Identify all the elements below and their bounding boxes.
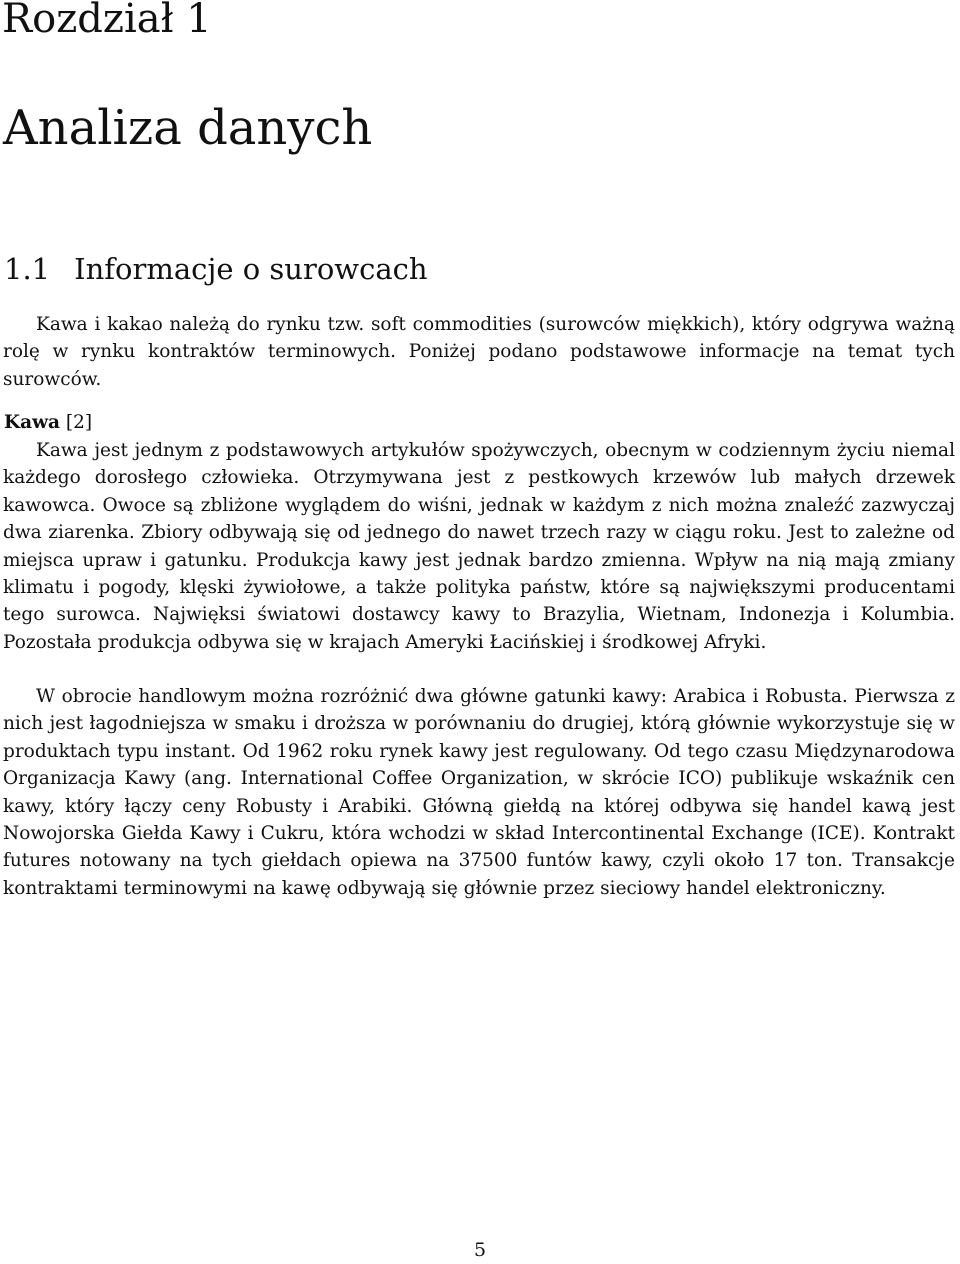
chapter-label: Rozdział 1 <box>2 0 212 42</box>
subsection-heading <box>4 409 92 436</box>
section-heading <box>4 250 428 288</box>
coffee-paragraph-2: W obrocie handlowym można rozróżnić dwa główne gatunki kawy: Arabica i Robusta. Pierwsza z nich jest łagodniejsza w smaku i droższa w porównaniu do drugiej, którą głównie wykorzystuje się w produktach typu instant. Od 1962 roku rynek kawy jest regulowany. Od tego czasu Międzynarodowa Organizacja Kawy (ang. International Coffee Organization, w skrócie ICO) publikuje wskaźnik cen kawy, który łączy ceny Robusty i Arabiki. Główną giełdą na której odbywa się handel kawą jest Nowojorska Giełda Kawy i Cukru, która wchodzi w skład Intercontinental Exchange (ICE). Kontrakt futures notowany na tych giełdach opiewa na 37500 funtów kawy, czyli około 17 ton. Transakcje kontraktami terminowymi na kawę odbywają się głównie przez sieciowy handel elektroniczny. <box>3 686 955 899</box>
chapter-title: Analiza danych <box>3 100 373 156</box>
citation-reference: [2] <box>65 412 93 433</box>
coffee-paragraph-1: Kawa jest jednym z podstawowych artykułów spożywczych, obecnym w codziennym życiu niemal każdego dorosłego człowieka. Otrzymywana jest z pestkowych krzewów lub małych drzewek kawowca. Owoce są zbliżone wyglądem do wiśni, jednak w każdym z nich można znaleźć zazwyczaj dwa ziarenka. Zbiory odbywają się od jednego do nawet trzech razy w ciągu roku. Jest to zależne od miejsca upraw i gatunku. Produkcja kawy jest jednak bardzo zmienna. Wpływ na nią mają zmiany klimatu i pogody, klęski żywiołowe, a także polityka państw, które są największymi producentami tego surowca. Najwięksi światowi dostawcy kawy to Brazylia, Wietnam, Indonezja i Kolumbia. Pozostała produkcja odbywa się w krajach Ameryki Łacińskiej i środkowej Afryki. <box>3 440 955 653</box>
page-number: 5 <box>473 1239 487 1261</box>
section-title: Informacje o surowcach <box>74 252 428 286</box>
subsection-title: Kawa <box>4 412 60 433</box>
section-number: 1.1 <box>4 252 51 286</box>
section-intro-paragraph: Kawa i kakao należą do rynku tzw. soft commodities (surowców miękkich), który odgrywa ważną rolę w rynku kontraktów terminowych. Poniżej podano podstawowe informacje na temat tych surowców. <box>3 314 955 390</box>
